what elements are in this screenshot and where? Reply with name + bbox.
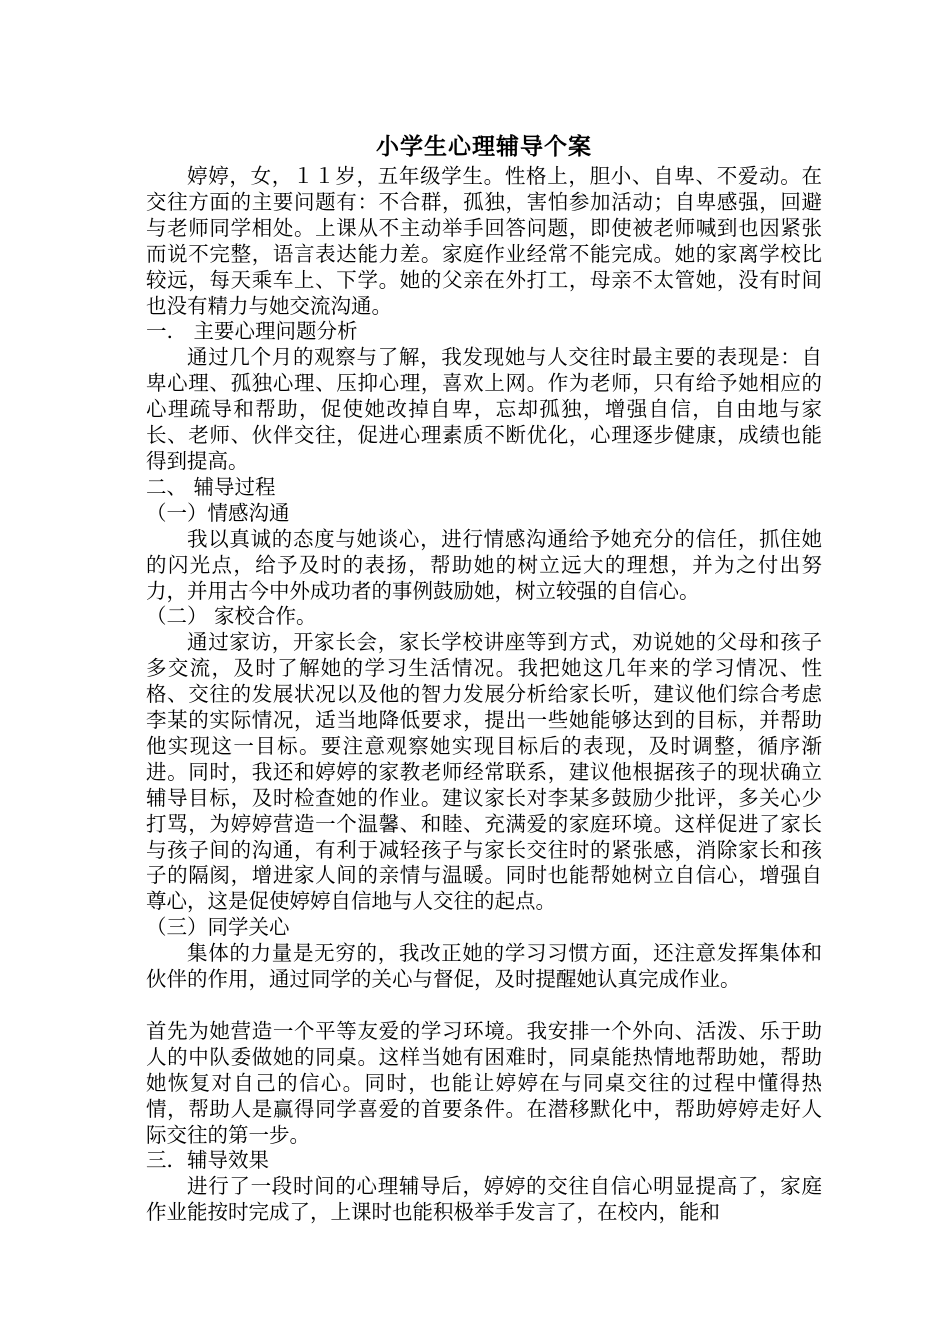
- section3-heading: 三．辅导效果: [146, 1148, 269, 1173]
- blank-line: [146, 993, 822, 1019]
- section1-paragraph: 通过几个月的观察与了解，我发现她与人交往时最主要的表现是：自卑心理、孤独心理、压抑心理，喜欢上网。作为老师，只有给予她相应的心理疏导和帮助，促使她改掉自卑，忘却孤独，增强自信，自由地与家长、老师、伙伴交往，促进心理素质不断优化，心理逐步健康，成绩也能得到提高。: [146, 345, 822, 473]
- subsection2-paragraph: 通过家访，开家长会，家长学校讲座等到方式，劝说她的父母和孩子多交流，及时了解她的学习生活情况。我把她这几年来的学习情况、性格、交往的发展状况以及他的智力发展分析给家长听，建议他们综合考虑李某的实际情况，适当地降低要求，提出一些她能够达到的目标，并帮助他实现这一目标。要注意观察她实现目标后的表现，及时调整，循序渐进。同时，我还和婷婷的家教老师经常联系，建议他根据孩子的现状确立辅导目标，及时检查她的作业。建议家长对李某多鼓励少批评，多关心少打骂，为婷婷营造一个温馨、和睦、充满爱的家庭环境。这样促进了家长与孩子间的沟通，有利于减轻孩子与家长交往时的紧张感，消除家长和孩子的隔阂，增进家人间的亲情与温暖。同时也能帮她树立自信心，增强自尊心，这是促使婷婷自信地与人交往的起点。: [146, 630, 822, 914]
- section1-heading: 一. 主要心理问题分析: [146, 319, 358, 344]
- subsection3-heading: （三）同学关心: [146, 915, 290, 940]
- intro-paragraph: 婷婷，女，１１岁，五年级学生。性格上，胆小、自卑、不爱动。在交往方面的主要问题有：不合群，孤独，害怕参加活动；自卑感强，回避与老师同学相处。上课从不主动举手回答问题，即使被老师喊到也因紧张而说不完整，语言表达能力差。家庭作业经常不能完成。她的家离学校比较远，每天乘车上、下学。她的父亲在外打工，母亲不太管她，没有时间也没有精力与她交流沟通。: [146, 164, 822, 318]
- subsection2-heading: （二） 家校合作。: [146, 604, 317, 629]
- document-title: 小学生心理辅导个案: [376, 134, 592, 160]
- subsection1-heading: （一）情感沟通: [146, 500, 290, 525]
- subsection3-paragraph: 集体的力量是无穷的，我改正她的学习习惯方面，还注意发挥集体和伙伴的作用，通过同学的关心与督促，及时提醒她认真完成作业。: [146, 941, 822, 992]
- section2-heading: 二、 辅导过程: [146, 474, 276, 499]
- subsection1-paragraph: 我以真诚的态度与她谈心，进行情感沟通给予她充分的信任，抓住她的闪光点，给予及时的表扬，帮助她的树立远大的理想，并为之付出努力，并用古今中外成功者的事例鼓励她，树立较强的自信心。: [146, 526, 822, 603]
- section3-paragraph: 进行了一段时间的心理辅导后，婷婷的交往自信心明显提高了，家庭作业能按时完成了，上课时也能积极举手发言了，在校内，能和: [146, 1174, 822, 1225]
- document-page: [146, 130, 822, 1226]
- subsection3-paragraph-2: 首先为她营造一个平等友爱的学习环境。我安排一个外向、活泼、乐于助人的中队委做她的同桌。这样当她有困难时，同桌能热情地帮助她，帮助她恢复对自己的信心。同时，也能让婷婷在与同桌交往的过程中懂得热情，帮助人是赢得同学喜爱的首要条件。在潜移默化中，帮助婷婷走好人际交往的第一步。: [146, 1018, 822, 1147]
